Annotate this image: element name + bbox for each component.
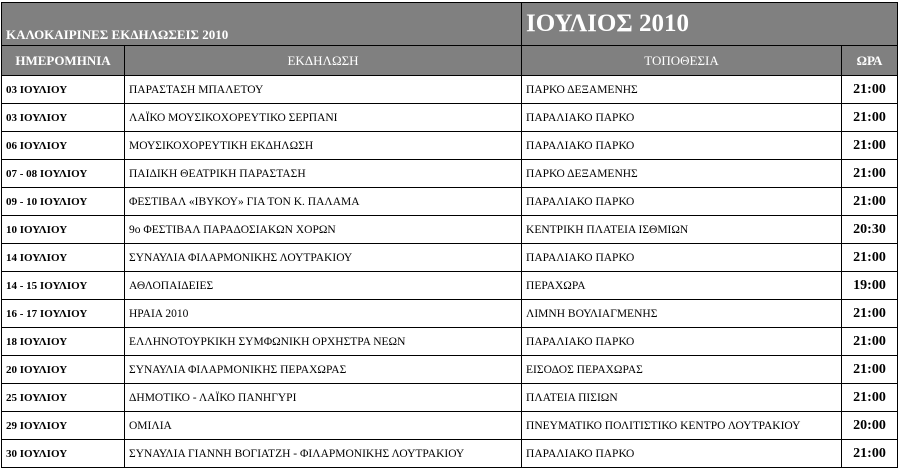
cell-location: ΠΑΡΑΛΙΑΚΟ ΠΑΡΚΟ — [522, 244, 842, 272]
cell-time: 21:00 — [842, 328, 898, 356]
table-row — [2, 132, 898, 160]
cell-event: ΜΟΥΣΙΚΟΧΟΡΕΥΤΙΚΗ ΕΚΔΗΛΩΣΗ — [125, 132, 522, 160]
column-header-location: ΤΟΠΟΘΕΣΙΑ — [522, 46, 842, 76]
cell-location: ΕΙΣΟΔΟΣ ΠΕΡΑΧΩΡΑΣ — [522, 356, 842, 384]
table-row — [2, 188, 898, 216]
cell-event: ΠΑΡΑΣΤΑΣΗ ΜΠΑΛΕΤΟΥ — [125, 76, 522, 104]
cell-date: 16 - 17 ΙΟΥΛΙΟΥ — [2, 300, 125, 328]
summer-events-title: ΚΑΛΟΚΑΙΡΙΝΕΣ ΕΚΔΗΛΩΣΕΙΣ 2010 — [2, 3, 522, 46]
events-table — [1, 2, 898, 468]
cell-event: ΗΡΑΙΑ 2010 — [125, 300, 522, 328]
table-row — [2, 356, 898, 384]
cell-location: ΠΑΡΑΛΙΑΚΟ ΠΑΡΚΟ — [522, 188, 842, 216]
cell-location: ΠΑΡΑΛΙΑΚΟ ΠΑΡΚΟ — [522, 328, 842, 356]
cell-date: 09 - 10 ΙΟΥΛΙΟΥ — [2, 188, 125, 216]
title-row — [2, 3, 898, 46]
cell-date: 29 ΙΟΥΛΙΟΥ — [2, 412, 125, 440]
cell-location: ΛΙΜΝΗ ΒΟΥΛΙΑΓΜΕΝΗΣ — [522, 300, 842, 328]
cell-location: ΠΑΡΑΛΙΑΚΟ ΠΑΡΚΟ — [522, 440, 842, 468]
cell-date: 14 ΙΟΥΛΙΟΥ — [2, 244, 125, 272]
cell-time: 21:00 — [842, 384, 898, 412]
cell-date: 06 ΙΟΥΛΙΟΥ — [2, 132, 125, 160]
cell-event: ΕΛΛΗΝΟΤΟΥΡΚΙΚΗ ΣΥΜΦΩΝΙΚΗ ΟΡΧΗΣΤΡΑ ΝΕΩΝ — [125, 328, 522, 356]
cell-location: ΚΕΝΤΡΙΚΗ ΠΛΑΤΕΙΑ ΙΣΘΜΙΩΝ — [522, 216, 842, 244]
cell-time: 20:00 — [842, 412, 898, 440]
table-row — [2, 384, 898, 412]
cell-time: 21:00 — [842, 356, 898, 384]
cell-event: ΣΥΝΑΥΛΙΑ ΦΙΛΑΡΜΟΝΙΚΗΣ ΠΕΡΑΧΩΡΑΣ — [125, 356, 522, 384]
cell-date: 07 - 08 ΙΟΥΛΙΟΥ — [2, 160, 125, 188]
cell-time: 21:00 — [842, 300, 898, 328]
cell-location: ΠΑΡΚΟ ΔΕΞΑΜΕΝΗΣ — [522, 76, 842, 104]
cell-location: ΠΝΕΥΜΑΤΙΚΟ ΠΟΛΙΤΙΣΤΙΚΟ ΚΕΝΤΡΟ ΛΟΥΤΡΑΚΙΟΥ — [522, 412, 842, 440]
column-header-event: ΕΚΔΗΛΩΣΗ — [125, 46, 522, 76]
cell-date: 10 ΙΟΥΛΙΟΥ — [2, 216, 125, 244]
column-header-date: ΗΜΕΡΟΜΗΝΙΑ — [2, 46, 125, 76]
cell-time: 21:00 — [842, 132, 898, 160]
cell-location: ΠΑΡΚΟ ΔΕΞΑΜΕΝΗΣ — [522, 160, 842, 188]
table-body — [2, 76, 898, 468]
column-header-row — [2, 46, 898, 76]
cell-event: ΑΘΛΟΠΑΙΔΕΙΕΣ — [125, 272, 522, 300]
cell-time: 21:00 — [842, 440, 898, 468]
cell-time: 21:00 — [842, 244, 898, 272]
cell-event: ΛΑΪΚΟ ΜΟΥΣΙΚΟΧΟΡΕΥΤΙΚΟ ΣΕΡΠΑΝΙ — [125, 104, 522, 132]
cell-date: 18 ΙΟΥΛΙΟΥ — [2, 328, 125, 356]
column-header-time: ΩΡΑ — [842, 46, 898, 76]
cell-time: 21:00 — [842, 104, 898, 132]
cell-date: 03 ΙΟΥΛΙΟΥ — [2, 76, 125, 104]
month-title: ΙΟΥΛΙΟΣ 2010 — [522, 3, 898, 46]
cell-event: ΦΕΣΤΙΒΑΛ «ΙΒΥΚΟΥ» ΓΙΑ ΤΟΝ Κ. ΠΑΛΑΜΑ — [125, 188, 522, 216]
table-row — [2, 440, 898, 468]
table-row — [2, 160, 898, 188]
cell-location: ΠΕΡΑΧΩΡΑ — [522, 272, 842, 300]
table-row — [2, 272, 898, 300]
cell-time: 20:30 — [842, 216, 898, 244]
cell-date: 14 - 15 ΙΟΥΛΙΟΥ — [2, 272, 125, 300]
table-row — [2, 412, 898, 440]
cell-event: ΔΗΜΟΤΙΚΟ - ΛΑΪΚΟ ΠΑΝΗΓΥΡΙ — [125, 384, 522, 412]
table-row — [2, 76, 898, 104]
cell-time: 21:00 — [842, 188, 898, 216]
cell-event: ΟΜΙΛΙΑ — [125, 412, 522, 440]
cell-date: 30 ΙΟΥΛΙΟΥ — [2, 440, 125, 468]
table-row — [2, 328, 898, 356]
cell-date: 25 ΙΟΥΛΙΟΥ — [2, 384, 125, 412]
table-row — [2, 300, 898, 328]
table-row — [2, 244, 898, 272]
cell-event: ΣΥΝΑΥΛΙΑ ΓΙΑΝΝΗ ΒΟΓΙΑΤΖΗ - ΦΙΛΑΡΜΟΝΙΚΗΣ ΛΟΥΤΡΑΚΙΟΥ — [125, 440, 522, 468]
cell-location: ΠΛΑΤΕΙΑ ΠΙΣΙΩΝ — [522, 384, 842, 412]
cell-date: 03 ΙΟΥΛΙΟΥ — [2, 104, 125, 132]
table-row — [2, 104, 898, 132]
cell-time: 21:00 — [842, 160, 898, 188]
cell-event: 9ο ΦΕΣΤΙΒΑΛ ΠΑΡΑΔΟΣΙΑΚΩΝ ΧΟΡΩΝ — [125, 216, 522, 244]
cell-date: 20 ΙΟΥΛΙΟΥ — [2, 356, 125, 384]
cell-location: ΠΑΡΑΛΙΑΚΟ ΠΑΡΚΟ — [522, 104, 842, 132]
cell-event: ΠΑΙΔΙΚΗ ΘΕΑΤΡΙΚΗ ΠΑΡΑΣΤΑΣΗ — [125, 160, 522, 188]
table-row — [2, 216, 898, 244]
cell-time: 21:00 — [842, 76, 898, 104]
cell-time: 19:00 — [842, 272, 898, 300]
cell-event: ΣΥΝΑΥΛΙΑ ΦΙΛΑΡΜΟΝΙΚΗΣ ΛΟΥΤΡΑΚΙΟΥ — [125, 244, 522, 272]
cell-location: ΠΑΡΑΛΙΑΚΟ ΠΑΡΚΟ — [522, 132, 842, 160]
